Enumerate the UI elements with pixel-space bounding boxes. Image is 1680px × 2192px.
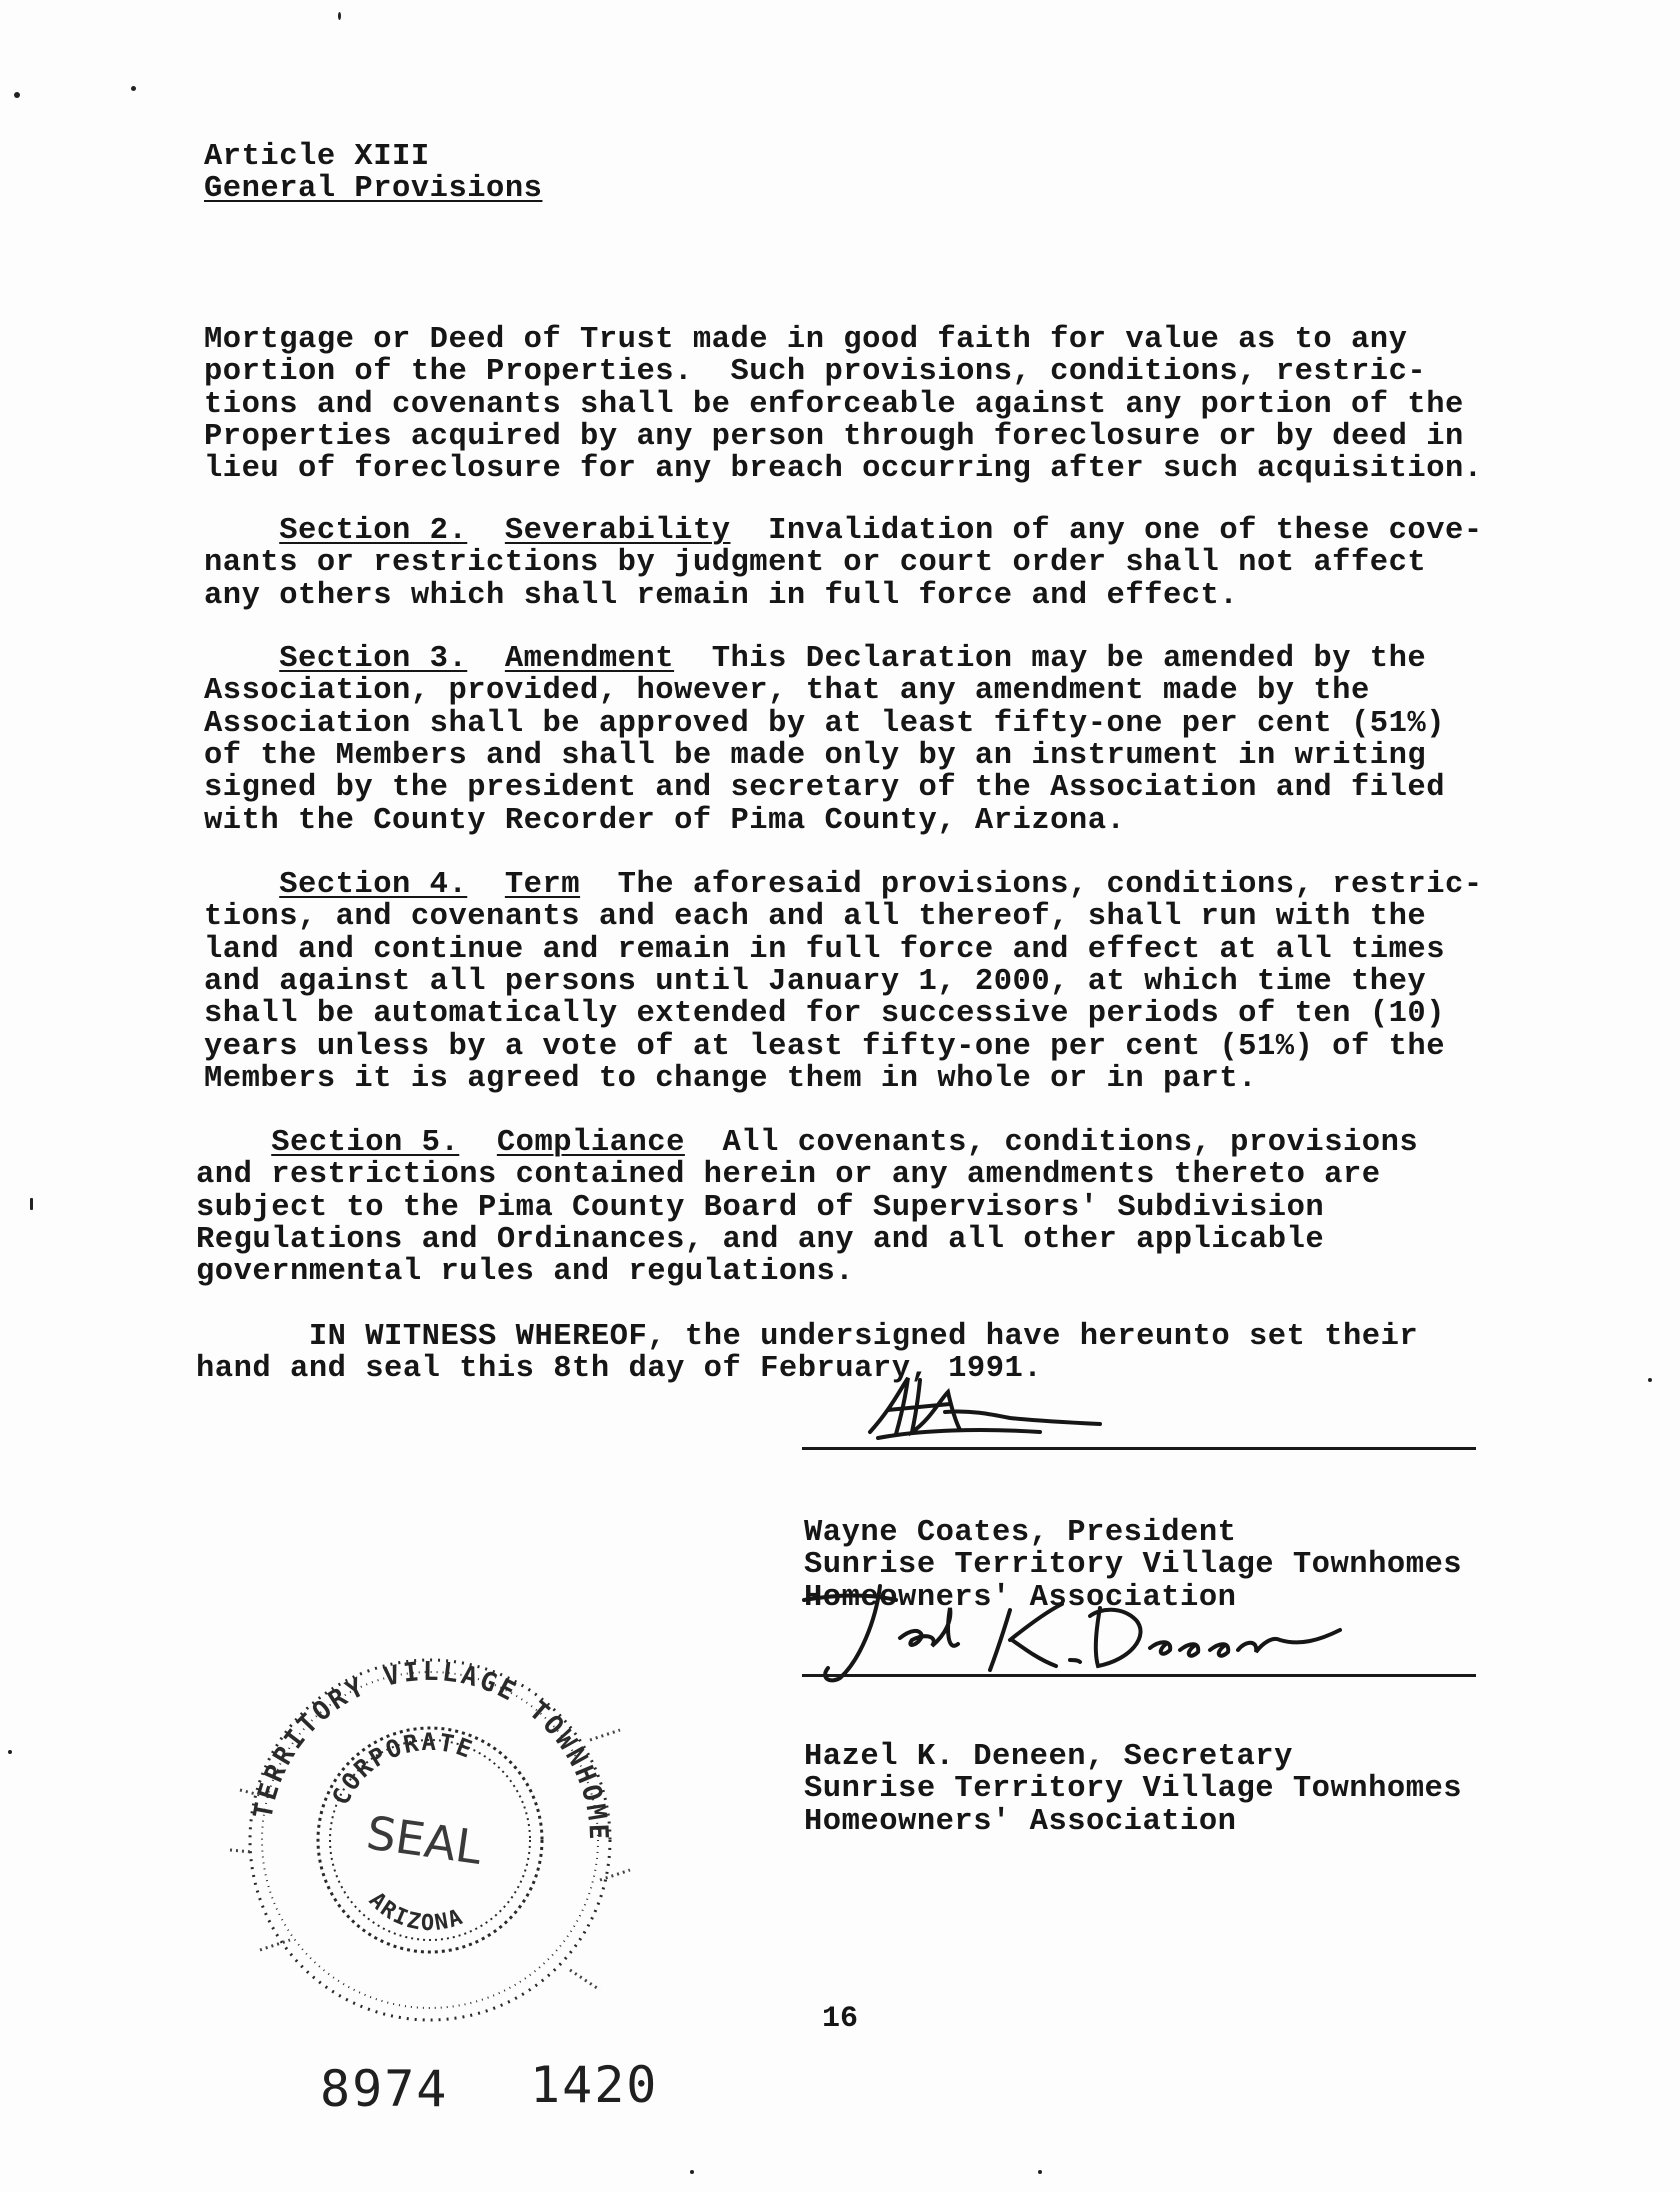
- paragraph-text: Invalidation of any one of these cove-: [730, 513, 1483, 548]
- paragraph-line: years unless by a vote of at least fifty-one per cent (51%) of the: [204, 1029, 1445, 1064]
- paragraph-line: nants or restrictions by judgment or court order shall not affect: [204, 546, 1427, 581]
- scan-speck: [131, 86, 136, 91]
- scan-speck: [30, 1198, 33, 1210]
- paragraph-line: land and continue and remain in full force and effect at all times: [204, 932, 1445, 967]
- scan-speck: [690, 2170, 694, 2174]
- paragraph-line: subject to the Pima County Board of Supervisors' Subdivision: [196, 1190, 1325, 1225]
- corporate-seal: [190, 1597, 680, 2060]
- signatory-org: Sunrise Territory Village Townhomes: [804, 1772, 1463, 1807]
- section-heading: Severability: [504, 513, 731, 548]
- paragraph-line: Properties acquired by any person through foreclosure or by deed in: [204, 420, 1464, 455]
- paragraph-line: any others which shall remain in full force and effect.: [204, 578, 1239, 613]
- section-label: Section 5.: [271, 1125, 460, 1160]
- paragraph-text: This Declaration may be amended by the: [674, 641, 1427, 676]
- paragraph-line: Regulations and Ordinances, and any and all other applicable: [196, 1223, 1325, 1258]
- seal-ring-bottom: ARIZONA: [363, 1887, 468, 1937]
- paragraph-line: of the Members and shall be made only by an instrument in writing: [204, 739, 1427, 774]
- signature-line: [802, 1447, 1476, 1450]
- paragraph-line: tions and covenants shall be enforceable against any portion of the: [204, 387, 1464, 422]
- seal-center-text: SEAL: [363, 1805, 486, 1875]
- signatory-org: Homeowners' Association: [804, 1580, 1237, 1615]
- paragraph-line: tions, and covenants and each and all thereof, shall run with the: [204, 900, 1427, 935]
- section-label: Section 4.: [279, 867, 468, 902]
- witness-line: hand and seal this 8th day of February, 1991.: [196, 1352, 1043, 1387]
- svg-text:TERRITORY VILLAGE TOWNHOMES: [191, 1597, 614, 1843]
- witness-clause: [196, 1256, 1418, 1450]
- svg-text:ARIZONA: [364, 1888, 468, 1936]
- scan-speck: [1648, 1378, 1652, 1382]
- signatory-name: Wayne Coates, President: [804, 1515, 1237, 1550]
- section-heading: Compliance: [496, 1125, 685, 1160]
- paragraph-line: Association shall be approved by at least fifty-one per cent (51%): [204, 706, 1445, 741]
- paragraph-text: The aforesaid provisions, conditions, restric-: [580, 867, 1483, 902]
- paragraph-line: shall be automatically extended for successive periods of ten (10): [204, 997, 1445, 1032]
- paragraph-line: Members it is agreed to change them in whole or in part.: [204, 1062, 1257, 1097]
- scan-speck: [338, 12, 341, 20]
- paragraph-line: and against all persons until January 1, 2000, at which time they: [204, 965, 1427, 1000]
- paragraph-line: portion of the Properties. Such provisions, conditions, restric-: [204, 355, 1427, 390]
- recording-book-number: 8974: [320, 2060, 449, 2118]
- section-heading: Term: [504, 867, 581, 902]
- section-heading: Amendment: [504, 641, 675, 676]
- paragraph-text: All covenants, conditions, provisions: [684, 1125, 1419, 1160]
- seal-outer-text: TERRITORY VILLAGE TOWNHOMES: [190, 1597, 614, 1844]
- scan-speck: [1038, 2170, 1042, 2174]
- paragraph-line: governmental rules and regulations.: [196, 1255, 855, 1290]
- witness-line: IN WITNESS WHEREOF, the undersigned have hereunto set their: [308, 1319, 1419, 1354]
- paragraph-line: Association, provided, however, that any amendment made by the: [204, 674, 1370, 709]
- recording-page-number: 1420: [530, 2056, 659, 2114]
- page-number: 16: [822, 2002, 859, 2036]
- signatory-org: Homeowners' Association: [804, 1804, 1237, 1839]
- section-label: Section 2.: [279, 513, 468, 548]
- paragraph-line: signed by the president and secretary of the Association and filed: [204, 771, 1445, 806]
- paragraph-line: lieu of foreclosure for any breach occurring after such acquisition.: [204, 452, 1483, 487]
- paragraph-line: with the County Recorder of Pima County, Arizona.: [204, 803, 1126, 838]
- scan-speck: [8, 1750, 12, 1754]
- seal-ring-top: CORPORATE: [326, 1727, 478, 1810]
- paragraph-line: Mortgage or Deed of Trust made in good faith for value as to any: [204, 322, 1408, 357]
- svg-text:CORPORATE: [326, 1728, 477, 1810]
- signatory-org: Sunrise Territory Village Townhomes: [804, 1548, 1463, 1583]
- paragraph-line: and restrictions contained herein or any amendments thereto are: [196, 1158, 1381, 1193]
- president-signature: [860, 1370, 1140, 1450]
- section-label: Section 3.: [279, 641, 468, 676]
- signatory-name: Hazel K. Deneen, Secretary: [804, 1739, 1293, 1774]
- article-number: Article XIII: [204, 140, 430, 174]
- secretary-signature-block: [804, 1676, 1462, 1903]
- scan-speck: [14, 92, 20, 98]
- article-title: General Provisions: [204, 172, 543, 206]
